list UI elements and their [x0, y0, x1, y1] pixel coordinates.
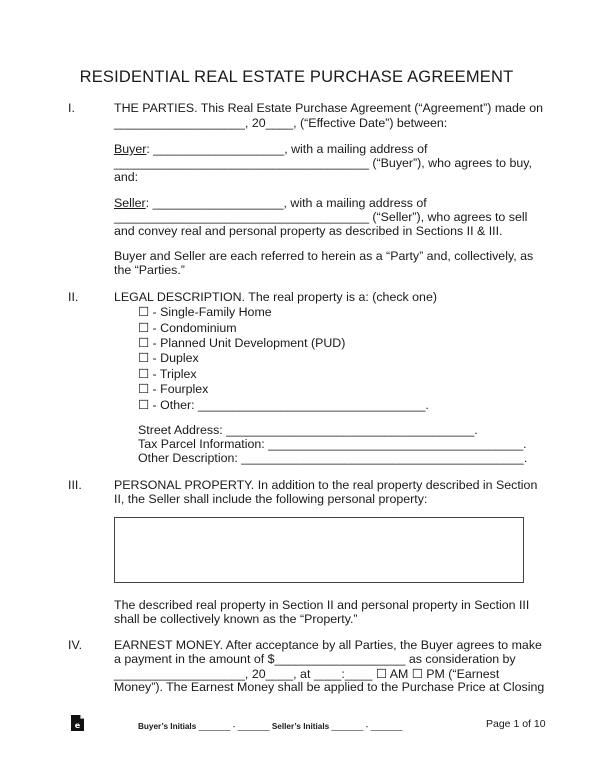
seller-label: Seller — [114, 196, 146, 210]
buyer-line-1-text: : ___________________, with a mailing address of — [146, 142, 428, 156]
buyer-line-2: _____________________________________ (“Buyer”), who agrees to buy, — [114, 156, 532, 170]
buyer-line-1 — [114, 142, 427, 156]
eforms-logo-icon — [70, 714, 85, 732]
option-triplex[interactable]: ☐ - Triplex — [138, 367, 197, 381]
option-condominium[interactable]: ☐ - Condominium — [138, 321, 237, 335]
other-description-field[interactable]: Other Description: _________________________________________. — [138, 451, 528, 465]
personal-line-2: II, the Seller shall include the following personal property: — [114, 492, 428, 506]
earnest-line-4: Money”). The Earnest Money shall be applied to the Purchase Price at Closing — [114, 680, 545, 694]
personal-property-textbox[interactable] — [114, 517, 524, 583]
footer-initials — [138, 722, 402, 731]
option-pud[interactable]: ☐ - Planned Unit Development (PUD) — [138, 336, 346, 350]
svg-text:e: e — [74, 721, 81, 730]
buyer-line-3: and: — [114, 170, 139, 184]
parties-line-2: ___________________, 20____, (“Effective Date”) between: — [114, 116, 448, 130]
seller-initials-blanks[interactable]: _______ - _______ — [329, 722, 403, 731]
option-single-family-home[interactable]: ☐ - Single-Family Home — [138, 305, 272, 319]
parties-line-1: THE PARTIES. This Real Estate Purchase Agreement (“Agreement”) made on — [114, 101, 544, 115]
page-number: Page 1 of 10 — [486, 718, 546, 730]
earnest-line-2: a payment in the amount of $___________________ as consideration by — [114, 652, 516, 666]
earnest-line-1: EARNEST MONEY. After acceptance by all Parties, the Buyer agrees to make — [114, 638, 542, 652]
street-address-field[interactable]: Street Address: ____________________________________. — [138, 423, 478, 437]
option-other[interactable]: ☐ - Other: _________________________________. — [138, 398, 429, 412]
option-fourplex[interactable]: ☐ - Fourplex — [138, 382, 209, 396]
buyer-initials-blanks[interactable]: _______ - _______ — [196, 722, 272, 731]
buyer-label: Buyer — [114, 142, 147, 156]
section-number-i: I. — [68, 101, 75, 115]
seller-initials-label: Seller’s Initials — [271, 722, 330, 731]
document-title: RESIDENTIAL REAL ESTATE PURCHASE AGREEMENT — [79, 68, 514, 86]
property-definition-line-2: shall be collectively known as the “Property.” — [114, 612, 358, 626]
option-duplex[interactable]: ☐ - Duplex — [138, 351, 199, 365]
legal-heading: LEGAL DESCRIPTION. The real property is a: (check one) — [114, 290, 437, 304]
section-number-ii: II. — [68, 290, 79, 304]
property-definition-line-1: The described real property in Section II and personal property in Section III — [114, 598, 530, 612]
section-number-iii: III. — [68, 478, 82, 492]
seller-line-3: and convey real and personal property as described in Sections II & III. — [114, 224, 503, 238]
earnest-line-3: ___________________, 20____, at ____:____ ☐ AM ☐ PM (“Earnest — [114, 667, 500, 681]
section-number-iv: IV. — [68, 638, 83, 652]
tax-parcel-field[interactable]: Tax Parcel Information: _____________________________________. — [138, 437, 527, 451]
parties-note-line-1: Buyer and Seller are each referred to herein as a “Party” and, collectively, as — [114, 249, 534, 263]
personal-line-1: PERSONAL PROPERTY. In addition to the real property described in Section — [114, 478, 538, 492]
buyer-initials-label: Buyer’s Initials — [138, 722, 197, 731]
seller-line-1 — [114, 196, 427, 210]
seller-line-2: _____________________________________ (“Seller”), who agrees to sell — [114, 210, 528, 224]
seller-line-1-text: : ___________________, with a mailing address of — [145, 196, 427, 210]
parties-note-line-2: the “Parties.” — [114, 263, 185, 277]
